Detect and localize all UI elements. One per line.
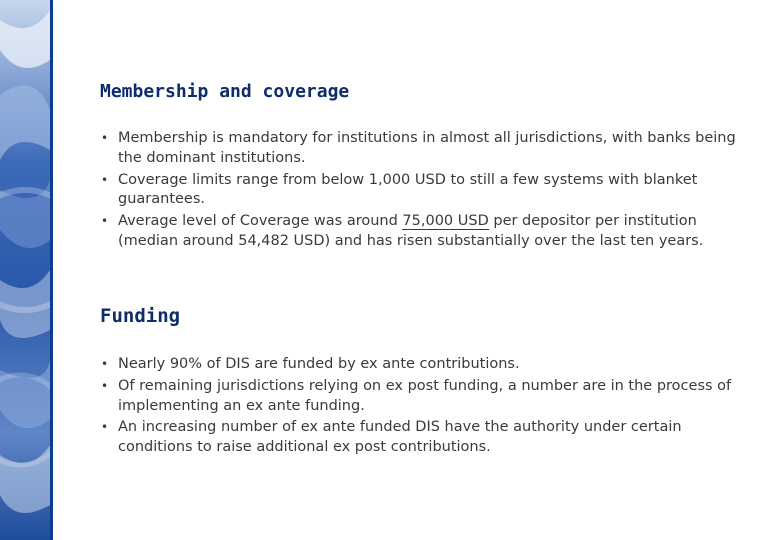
bullet-text-pre: Average level of Coverage was around — [118, 213, 403, 230]
bullet-text-post: per depositor per institution (median around 54,482 USD) and has risen substantially over the last ten years. — [118, 213, 704, 249]
vertical-rule — [50, 0, 53, 540]
bullet-dot-icon: • — [101, 420, 109, 435]
bullet-dot-icon: • — [101, 172, 109, 187]
membership-section — [100, 80, 740, 254]
bullet-text: Of remaining jurisdictions relying on ex post funding, a number are in the process of implementing an ex ante funding. — [118, 377, 732, 414]
membership-heading: Membership and coverage — [100, 81, 350, 102]
funding-bullet-list — [100, 355, 740, 458]
bullet-text: Coverage limits range from below 1,000 USD to still a few systems with blanket guarantees. — [118, 171, 698, 208]
bullet-dot-icon: • — [101, 378, 109, 393]
bullet-dot-icon: • — [101, 357, 109, 371]
membership-bullet-list — [100, 129, 740, 252]
bullet-dot-icon: • — [101, 214, 109, 229]
membership-bullet-1 — [100, 129, 740, 169]
decorative-wave-pattern — [0, 0, 50, 540]
membership-bullet-3 — [100, 212, 740, 252]
funding-heading: Funding — [100, 305, 181, 327]
funding-bullet-2 — [100, 377, 740, 417]
bullet-text: Membership is mandatory for institutions in almost all jurisdictions, with banks being the dominant institutions. — [118, 130, 736, 166]
funding-bullet-3 — [100, 418, 740, 458]
bullet-text: Nearly 90% of DIS are funded by ex ante contributions. — [118, 356, 520, 372]
bullet-dot-icon: • — [101, 131, 109, 145]
funding-bullet-1 — [100, 355, 740, 375]
underlined-amount: 75,000 USD — [402, 213, 489, 230]
decorative-side-band — [0, 0, 50, 540]
bullet-text: An increasing number of ex ante funded DIS have the authority under certain conditions to raise additional ex post contributions. — [118, 419, 682, 456]
membership-bullet-2 — [100, 171, 740, 211]
funding-section — [100, 304, 740, 460]
